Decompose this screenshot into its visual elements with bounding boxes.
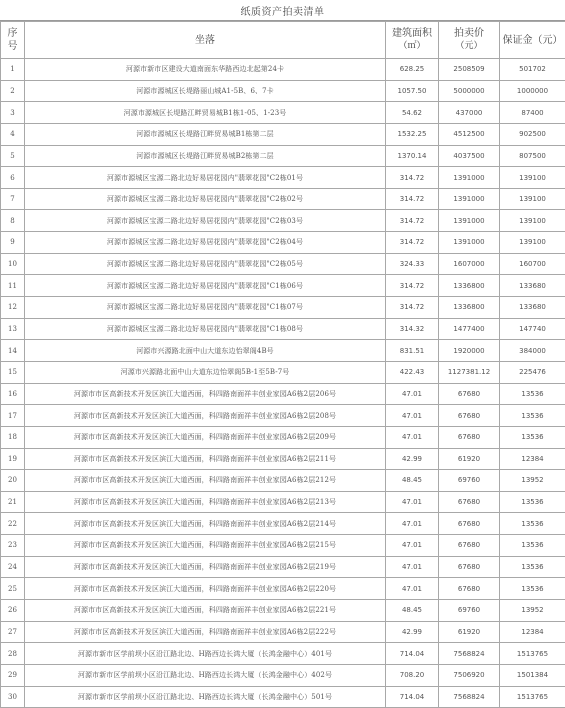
row-no-cell: 12 — [1, 297, 25, 319]
header-area-unit: （㎡） — [388, 40, 436, 53]
row-deposit-cell: 1513765 — [500, 686, 565, 708]
row-price-cell: 67680 — [439, 491, 500, 513]
row-location-cell: 河源市兴源路北面中山大道东边怡翠阁5B-1至5B-7号 — [25, 361, 386, 383]
row-price-cell: 67680 — [439, 405, 500, 427]
table-row — [1, 318, 565, 340]
row-location-cell: 河源市市区高新技术开发区滨江大道西面，科四路南面祥丰创业家园A6栋2层212号 — [25, 470, 386, 492]
table-row — [1, 578, 565, 600]
row-price-cell: 1920000 — [439, 340, 500, 362]
row-area-cell: 314.72 — [386, 167, 439, 189]
table-row — [1, 405, 565, 427]
header-price — [439, 22, 500, 59]
table-row — [1, 535, 565, 557]
table-row — [1, 361, 565, 383]
row-area-cell: 314.72 — [386, 232, 439, 254]
row-deposit-cell: 12384 — [500, 448, 565, 470]
row-deposit-cell: 501702 — [500, 59, 565, 81]
row-price-cell: 1607000 — [439, 253, 500, 275]
row-deposit-cell: 225476 — [500, 361, 565, 383]
row-price-cell: 7506920 — [439, 664, 500, 686]
row-area-cell: 1532.25 — [386, 123, 439, 145]
row-price-cell: 1391000 — [439, 188, 500, 210]
document-title-bar — [0, 0, 565, 21]
row-price-cell: 61920 — [439, 621, 500, 643]
row-location-cell: 河源市源城区长堤路丽山城A1-5B、6、7卡 — [25, 80, 386, 102]
row-deposit-cell: 139100 — [500, 167, 565, 189]
row-deposit-cell: 13536 — [500, 556, 565, 578]
table-row — [1, 275, 565, 297]
row-price-cell: 1477400 — [439, 318, 500, 340]
row-no-cell: 17 — [1, 405, 25, 427]
header-no: 序号 — [1, 22, 25, 59]
row-location-cell: 河源市新市区建设大道南面东华路西边北起第24卡 — [25, 59, 386, 81]
row-price-cell: 67680 — [439, 383, 500, 405]
row-no-cell: 28 — [1, 643, 25, 665]
row-area-cell: 628.25 — [386, 59, 439, 81]
row-no-cell: 1 — [1, 59, 25, 81]
row-location-cell: 河源市兴源路北面中山大道东边怡翠阁4B号 — [25, 340, 386, 362]
table-row — [1, 59, 565, 81]
row-deposit-cell: 1000000 — [500, 80, 565, 102]
table-row — [1, 297, 565, 319]
row-location-cell: 河源市市区高新技术开发区滨江大道西面，科四路南面祥丰创业家园A6栋2层211号 — [25, 448, 386, 470]
table-row — [1, 210, 565, 232]
row-deposit-cell: 139100 — [500, 188, 565, 210]
row-deposit-cell: 13536 — [500, 383, 565, 405]
row-deposit-cell: 139100 — [500, 210, 565, 232]
table-row — [1, 232, 565, 254]
table-row — [1, 340, 565, 362]
row-deposit-cell: 1501384 — [500, 664, 565, 686]
table-row — [1, 123, 565, 145]
row-price-cell: 67680 — [439, 578, 500, 600]
row-location-cell: 河源市市区高新技术开发区滨江大道西面，科四路南面祥丰创业家园A6栋2层208号 — [25, 405, 386, 427]
row-price-cell: 61920 — [439, 448, 500, 470]
row-deposit-cell: 160700 — [500, 253, 565, 275]
auction-list-table — [0, 21, 565, 708]
row-price-cell: 4512500 — [439, 123, 500, 145]
row-no-cell: 5 — [1, 145, 25, 167]
row-area-cell: 48.45 — [386, 600, 439, 622]
row-location-cell: 河源市源城区宝源二路北边好易居花园内"翡翠花园"C2栋01号 — [25, 167, 386, 189]
row-no-cell: 23 — [1, 535, 25, 557]
row-deposit-cell: 13952 — [500, 470, 565, 492]
row-area-cell: 314.72 — [386, 297, 439, 319]
row-price-cell: 67680 — [439, 535, 500, 557]
row-area-cell: 47.01 — [386, 556, 439, 578]
row-area-cell: 47.01 — [386, 535, 439, 557]
row-deposit-cell: 133680 — [500, 275, 565, 297]
row-location-cell: 河源市源城区长堤路江畔贸易城B2栋第二层 — [25, 145, 386, 167]
row-location-cell: 河源市源城区宝源二路北边好易居花园内"翡翠花园"C1栋06号 — [25, 275, 386, 297]
row-no-cell: 25 — [1, 578, 25, 600]
row-no-cell: 2 — [1, 80, 25, 102]
row-no-cell: 24 — [1, 556, 25, 578]
row-location-cell: 河源市市区高新技术开发区滨江大道西面，科四路南面祥丰创业家园A6栋2层209号 — [25, 426, 386, 448]
row-area-cell: 47.01 — [386, 383, 439, 405]
row-price-cell: 1127381.12 — [439, 361, 500, 383]
row-no-cell: 21 — [1, 491, 25, 513]
row-deposit-cell: 13536 — [500, 578, 565, 600]
row-deposit-cell: 902500 — [500, 123, 565, 145]
row-price-cell: 1336800 — [439, 275, 500, 297]
table-row — [1, 145, 565, 167]
row-location-cell: 河源市新市区学前坝小区沿江路北边、H路西边长鸿大厦（长鸿金融中心）401号 — [25, 643, 386, 665]
row-area-cell: 48.45 — [386, 470, 439, 492]
table-row — [1, 167, 565, 189]
row-area-cell: 1057.50 — [386, 80, 439, 102]
row-price-cell: 2508509 — [439, 59, 500, 81]
row-no-cell: 18 — [1, 426, 25, 448]
row-location-cell: 河源市市区高新技术开发区滨江大道西面，科四路南面祥丰创业家园A6栋2层213号 — [25, 491, 386, 513]
row-location-cell: 河源市源城区宝源二路北边好易居花园内"翡翠花园"C1栋08号 — [25, 318, 386, 340]
row-price-cell: 67680 — [439, 426, 500, 448]
row-price-cell: 4037500 — [439, 145, 500, 167]
row-deposit-cell: 13536 — [500, 491, 565, 513]
row-area-cell: 314.72 — [386, 210, 439, 232]
row-deposit-cell: 13536 — [500, 535, 565, 557]
row-location-cell: 河源市市区高新技术开发区滨江大道西面，科四路南面祥丰创业家园A6栋2层206号 — [25, 383, 386, 405]
row-price-cell: 7568824 — [439, 686, 500, 708]
row-no-cell: 10 — [1, 253, 25, 275]
row-location-cell: 河源市源城区宝源二路北边好易居花园内"翡翠花园"C2栋04号 — [25, 232, 386, 254]
row-deposit-cell: 139100 — [500, 232, 565, 254]
row-location-cell: 河源市源城区宝源二路北边好易居花园内"翡翠花园"C2栋02号 — [25, 188, 386, 210]
table-row — [1, 686, 565, 708]
row-area-cell: 324.33 — [386, 253, 439, 275]
row-area-cell: 47.01 — [386, 426, 439, 448]
row-deposit-cell: 13536 — [500, 426, 565, 448]
table-row — [1, 188, 565, 210]
table-row — [1, 643, 565, 665]
header-price-unit: （元） — [441, 40, 497, 53]
table-row — [1, 102, 565, 124]
row-price-cell: 7568824 — [439, 643, 500, 665]
row-no-cell: 26 — [1, 600, 25, 622]
row-no-cell: 15 — [1, 361, 25, 383]
table-row — [1, 80, 565, 102]
row-area-cell: 42.99 — [386, 448, 439, 470]
row-no-cell: 27 — [1, 621, 25, 643]
row-area-cell: 831.51 — [386, 340, 439, 362]
row-location-cell: 河源市市区高新技术开发区滨江大道西面，科四路南面祥丰创业家园A6栋2层221号 — [25, 600, 386, 622]
row-deposit-cell: 147740 — [500, 318, 565, 340]
row-price-cell: 69760 — [439, 600, 500, 622]
row-area-cell: 47.01 — [386, 405, 439, 427]
row-deposit-cell: 133680 — [500, 297, 565, 319]
row-price-cell: 437000 — [439, 102, 500, 124]
table-row — [1, 426, 565, 448]
row-location-cell: 河源市源城区宝源二路北边好易居花园内"翡翠花园"C2栋03号 — [25, 210, 386, 232]
row-area-cell: 714.04 — [386, 643, 439, 665]
row-area-cell: 314.72 — [386, 188, 439, 210]
row-area-cell: 47.01 — [386, 491, 439, 513]
table-body — [1, 59, 565, 708]
row-no-cell: 8 — [1, 210, 25, 232]
table-row — [1, 513, 565, 535]
row-no-cell: 30 — [1, 686, 25, 708]
row-price-cell: 67680 — [439, 513, 500, 535]
row-price-cell: 1391000 — [439, 232, 500, 254]
row-no-cell: 7 — [1, 188, 25, 210]
row-location-cell: 河源市源城区长堤路江畔贸易城B1栋第二层 — [25, 123, 386, 145]
row-deposit-cell: 1513765 — [500, 643, 565, 665]
row-location-cell: 河源市源城区宝源二路北边好易居花园内"翡翠花园"C2栋05号 — [25, 253, 386, 275]
row-no-cell: 3 — [1, 102, 25, 124]
table-header-row — [1, 22, 565, 59]
row-no-cell: 14 — [1, 340, 25, 362]
row-area-cell: 47.01 — [386, 513, 439, 535]
row-deposit-cell: 13536 — [500, 405, 565, 427]
row-no-cell: 9 — [1, 232, 25, 254]
row-area-cell: 47.01 — [386, 578, 439, 600]
row-price-cell: 67680 — [439, 556, 500, 578]
row-no-cell: 20 — [1, 470, 25, 492]
row-area-cell: 422.43 — [386, 361, 439, 383]
row-location-cell: 河源市源城区长堤路江畔贸易城B1栋1-05、1-23号 — [25, 102, 386, 124]
row-no-cell: 4 — [1, 123, 25, 145]
row-price-cell: 1391000 — [439, 167, 500, 189]
row-area-cell: 714.04 — [386, 686, 439, 708]
row-price-cell: 69760 — [439, 470, 500, 492]
document-title: 纸质资产拍卖清单 — [241, 3, 325, 18]
row-no-cell: 11 — [1, 275, 25, 297]
table-row — [1, 664, 565, 686]
row-area-cell: 708.20 — [386, 664, 439, 686]
row-price-cell: 5000000 — [439, 80, 500, 102]
row-area-cell: 314.32 — [386, 318, 439, 340]
row-price-cell: 1336800 — [439, 297, 500, 319]
row-area-cell: 42.99 — [386, 621, 439, 643]
table-row — [1, 470, 565, 492]
row-deposit-cell: 13536 — [500, 513, 565, 535]
row-no-cell: 29 — [1, 664, 25, 686]
header-location: 坐落 — [25, 22, 386, 59]
row-location-cell: 河源市新市区学前坝小区沿江路北边、H路西边长鸿大厦（长鸿金融中心）501号 — [25, 686, 386, 708]
header-deposit: 保证金（元） — [500, 22, 565, 59]
row-location-cell: 河源市市区高新技术开发区滨江大道西面，科四路南面祥丰创业家园A6栋2层215号 — [25, 535, 386, 557]
table-row — [1, 621, 565, 643]
row-location-cell: 河源市市区高新技术开发区滨江大道西面，科四路南面祥丰创业家园A6栋2层214号 — [25, 513, 386, 535]
row-no-cell: 16 — [1, 383, 25, 405]
row-deposit-cell: 87400 — [500, 102, 565, 124]
row-deposit-cell: 384000 — [500, 340, 565, 362]
row-area-cell: 314.72 — [386, 275, 439, 297]
header-price-label: 拍卖价 — [441, 27, 497, 40]
row-no-cell: 6 — [1, 167, 25, 189]
table-row — [1, 383, 565, 405]
row-location-cell: 河源市新市区学前坝小区沿江路北边、H路西边长鸿大厦（长鸿金融中心）402号 — [25, 664, 386, 686]
table-row — [1, 448, 565, 470]
row-price-cell: 1391000 — [439, 210, 500, 232]
row-no-cell: 22 — [1, 513, 25, 535]
row-location-cell: 河源市市区高新技术开发区滨江大道西面，科四路南面祥丰创业家园A6栋2层222号 — [25, 621, 386, 643]
row-area-cell: 54.62 — [386, 102, 439, 124]
row-no-cell: 13 — [1, 318, 25, 340]
table-row — [1, 253, 565, 275]
table-row — [1, 556, 565, 578]
row-location-cell: 河源市市区高新技术开发区滨江大道西面，科四路南面祥丰创业家园A6栋2层219号 — [25, 556, 386, 578]
row-deposit-cell: 13952 — [500, 600, 565, 622]
row-deposit-cell: 807500 — [500, 145, 565, 167]
row-deposit-cell: 12384 — [500, 621, 565, 643]
row-area-cell: 1370.14 — [386, 145, 439, 167]
table-row — [1, 491, 565, 513]
table-row — [1, 600, 565, 622]
row-location-cell: 河源市市区高新技术开发区滨江大道西面，科四路南面祥丰创业家园A6栋2层220号 — [25, 578, 386, 600]
row-location-cell: 河源市源城区宝源二路北边好易居花园内"翡翠花园"C1栋07号 — [25, 297, 386, 319]
header-area — [386, 22, 439, 59]
header-area-label: 建筑面积 — [388, 27, 436, 40]
row-no-cell: 19 — [1, 448, 25, 470]
